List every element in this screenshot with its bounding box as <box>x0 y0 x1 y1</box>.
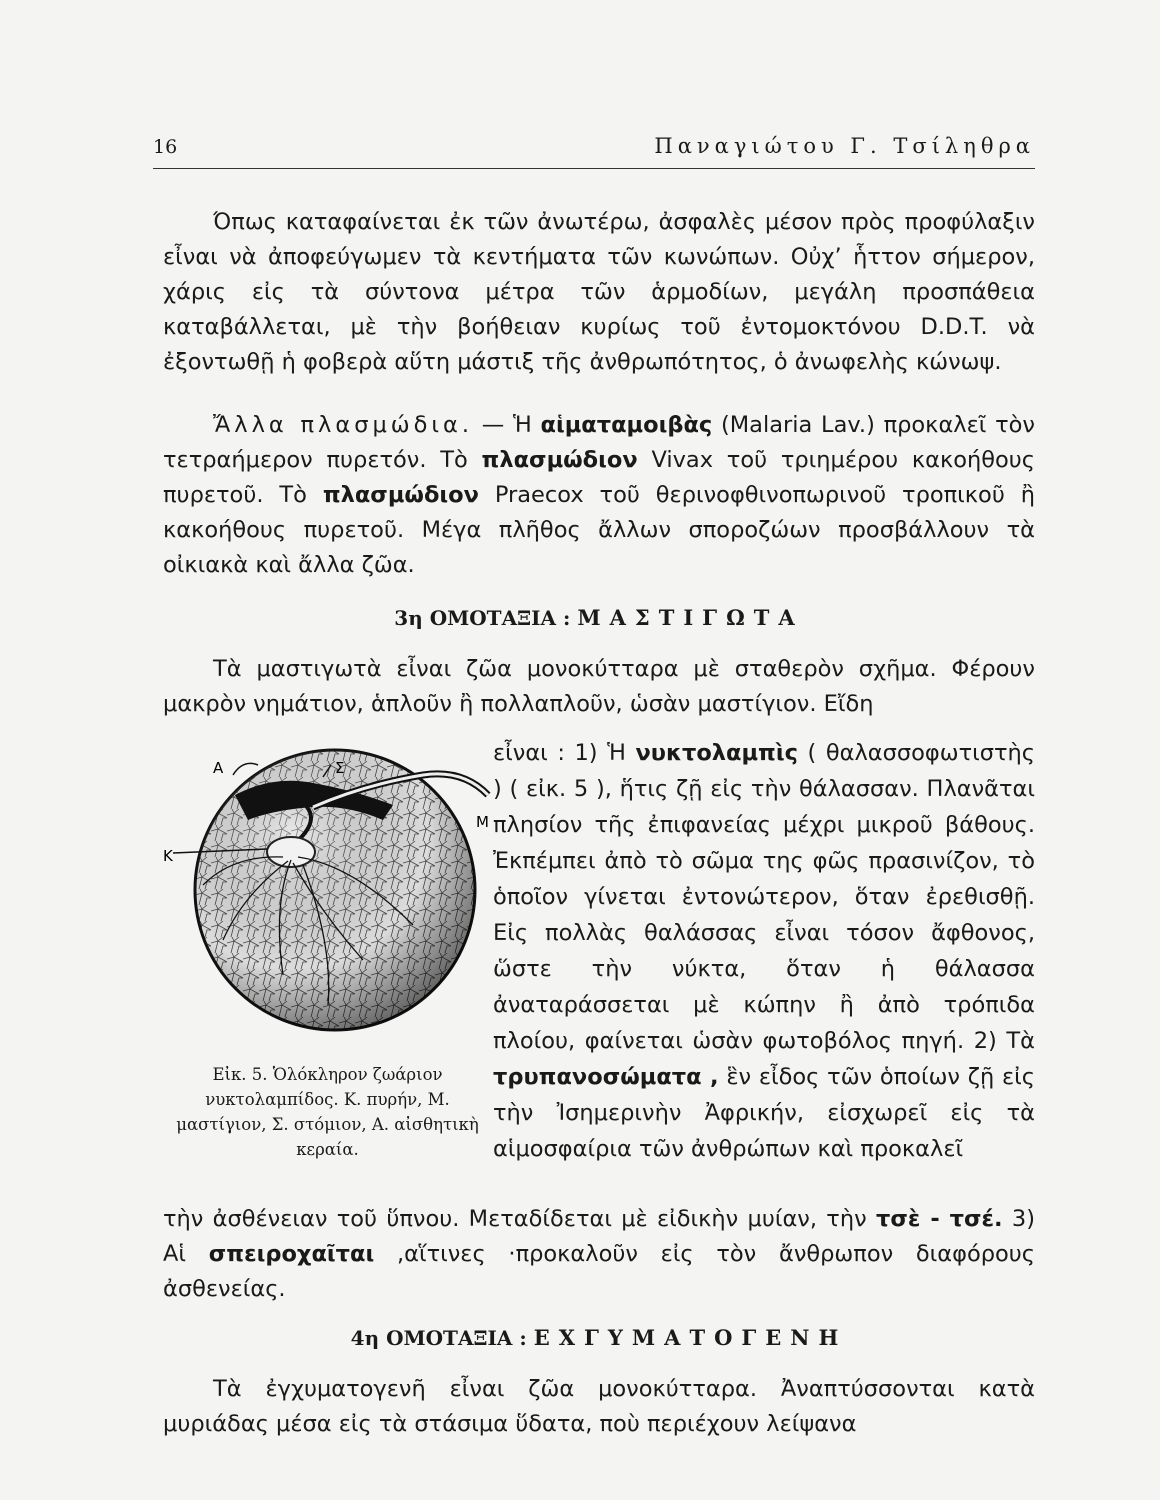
section-4-label: 4η ΟΜΟΤΑΞΙΑ : <box>350 1326 527 1350</box>
side-text-3: ἓν εἶδος τῶν ὁποίων ζῇ εἰς τὴν Ἰσημερινὴν Ἀφρικήν, εἰσχωρεῖ εἰς τὰ αἱμοσφαίρια τῶν ἀνθρώπων καὶ προκαλεῖ <box>493 1064 1035 1162</box>
term-tsetse: τσὲ - τσέ. <box>875 1206 1003 1232</box>
figure-caption: Εἰκ. 5. Ὁλόκληρον ζωάριον νυκτολαμπίδος. Κ. πυρήν, Μ. μαστίγιον, Σ. στόμιον, Α. αἰσθητικὴ κεραία. <box>176 1065 479 1159</box>
section-heading-infusoria <box>163 1325 1035 1350</box>
label-flagellum: Μ <box>476 813 489 831</box>
cont-text-3: ,αἵτινες ·προκαλοῦν εἰς τὸν ἄνθρωπον διαφόρους ἀσθενείας. <box>163 1241 1035 1302</box>
term-noctiluca: νυκτολαμπὶς <box>635 740 798 766</box>
cont-text-2: 3) Αἱ <box>163 1206 1035 1267</box>
section-3-title: ΜΑΣΤΙΓΩΤΑ <box>577 605 804 630</box>
section-heading-flagellata <box>163 605 1035 630</box>
flagellata-intro: Τὰ μαστιγωτὰ εἶναι ζῶα μονοκύτταρα μὲ σταθερὸν σχῆμα. Φέρουν μακρὸν νημάτιον, ἁπλοῦν ἢ πολλαπλοῦν, ὡσὰν μαστίγιον. Εἴδη <box>163 656 1035 717</box>
term-trypanosomes: τρυπανοσώματα , <box>493 1064 719 1090</box>
label-mouth: Σ <box>335 759 345 777</box>
plasmodia-text-4: Praecox τοῦ θερινοφθινοπωρινοῦ τροπικοῦ ἢ κακοήθους πυρετοῦ. Μέγα πλῆθος ἄλλων σποροζώων προσβάλλουν τὰ οἰκιακὰ καὶ ἄλλα ζῶα. <box>163 482 1035 578</box>
page-number: 16 <box>153 136 178 158</box>
page-header <box>153 128 1035 169</box>
term-haemamoeba: αἱματαμοιβὰς <box>540 412 713 438</box>
intro-paragraph: Όπως καταφαίνεται ἐκ τῶν ἀνωτέρω, ἀσφαλὲς μέσον πρὸς προφύλαξιν εἶναι νὰ ἀποφεύγωμεν τὰ κεντήματα τῶν κωνώπων. Οὐχ’ ἧττον σήμερον, χάρις εἰς τὰ σύντονα μέτρα τῶν ἁρμοδίων, μεγάλη προσπάθεια καταβάλλεται, μὲ τὴν βοήθειαν κυρίως τοῦ ἐντομοκτόνου D.D.T. νὰ ἐξοντωθῇ ἡ φοβερὰ αὕτη μάστιξ τῆς ἀνθρωπότητος, ὁ ἀνωφελὴς κώνωψ. <box>163 209 1035 375</box>
cont-text-1: τὴν ἀσθένειαν τοῦ ὕπνου. Μεταδίδεται μὲ εἰδικὴν μυίαν, τὴν <box>163 1206 876 1232</box>
label-nucleus: Κ <box>163 847 173 865</box>
section-4-title: ΕΧΓΥΜΑΤΟΓΕΝΗ <box>533 1325 848 1350</box>
noctiluca-paragraph <box>493 735 1035 1167</box>
term-plasmodium-1: πλασμώδιον <box>481 447 638 473</box>
plasmodia-text-2: (Malaria Lav.) προκαλεῖ τὸν τετραήμερον πυρετόν. Τὸ <box>163 412 1035 473</box>
sleeping-sickness-paragraph <box>163 1202 1035 1307</box>
term-plasmodium-2: πλασμώδιον <box>322 482 479 508</box>
side-text-2: ( θαλασσοφωτιστὴς ) ( εἰκ. 5 ), ἥτις ζῇ εἰς τὴν θάλασσαν. Πλανᾶται πλησίον τῆς ἐπιφανείας μέχρι μικροῦ βάθους. Ἐκπέμπει ἀπὸ τὸ σῶμα της φῶς πρασινίζον, τὸ ὁποῖον γίνεται ἐντονώτερον, ὅταν ἐρεθισθῇ. Εἰς πολλὰς θαλάσσας εἶναι τόσον ἄφθονος, ὥστε τὴν νύκτα, ὅταν ἡ θάλασσα ἀναταράσσεται μὲ κώπην ἢ ἀπὸ τρόπιδα πλοίου, φαίνεται ὡσὰν φωτοβόλος πηγή. 2) Τὰ <box>493 740 1035 1054</box>
plasmodia-paragraph <box>163 408 1035 583</box>
label-antenna: Α <box>213 759 224 777</box>
term-spirochaetes: σπειροχαῖται <box>208 1241 375 1267</box>
running-head: Παναγιώτου Γ. Τσίληθρα <box>654 134 1035 158</box>
plasmodia-text-3: Vivax τοῦ τριημέρου κακοήθους πυρετοῦ. Τὸ <box>163 447 1035 508</box>
infusoria-paragraph: Τὰ ἐγχυματογενῆ εἶναι ζῶα μονοκύτταρα. Ἀναπτύσσονται κατὰ μυριάδας μέσα εἰς τὰ στάσιμα ὕδατα, ποὺ περιέχουν λείψανα <box>163 1376 1035 1437</box>
section-3-label: 3η ΟΜΟΤΑΞΙΑ : <box>394 606 571 630</box>
plasmodia-lead: Ἄλλα πλασμώδια. <box>213 412 473 438</box>
side-text-1: εἶναι : 1) Ἡ <box>493 740 636 766</box>
plasmodia-text-1: — Ἡ <box>472 412 541 438</box>
